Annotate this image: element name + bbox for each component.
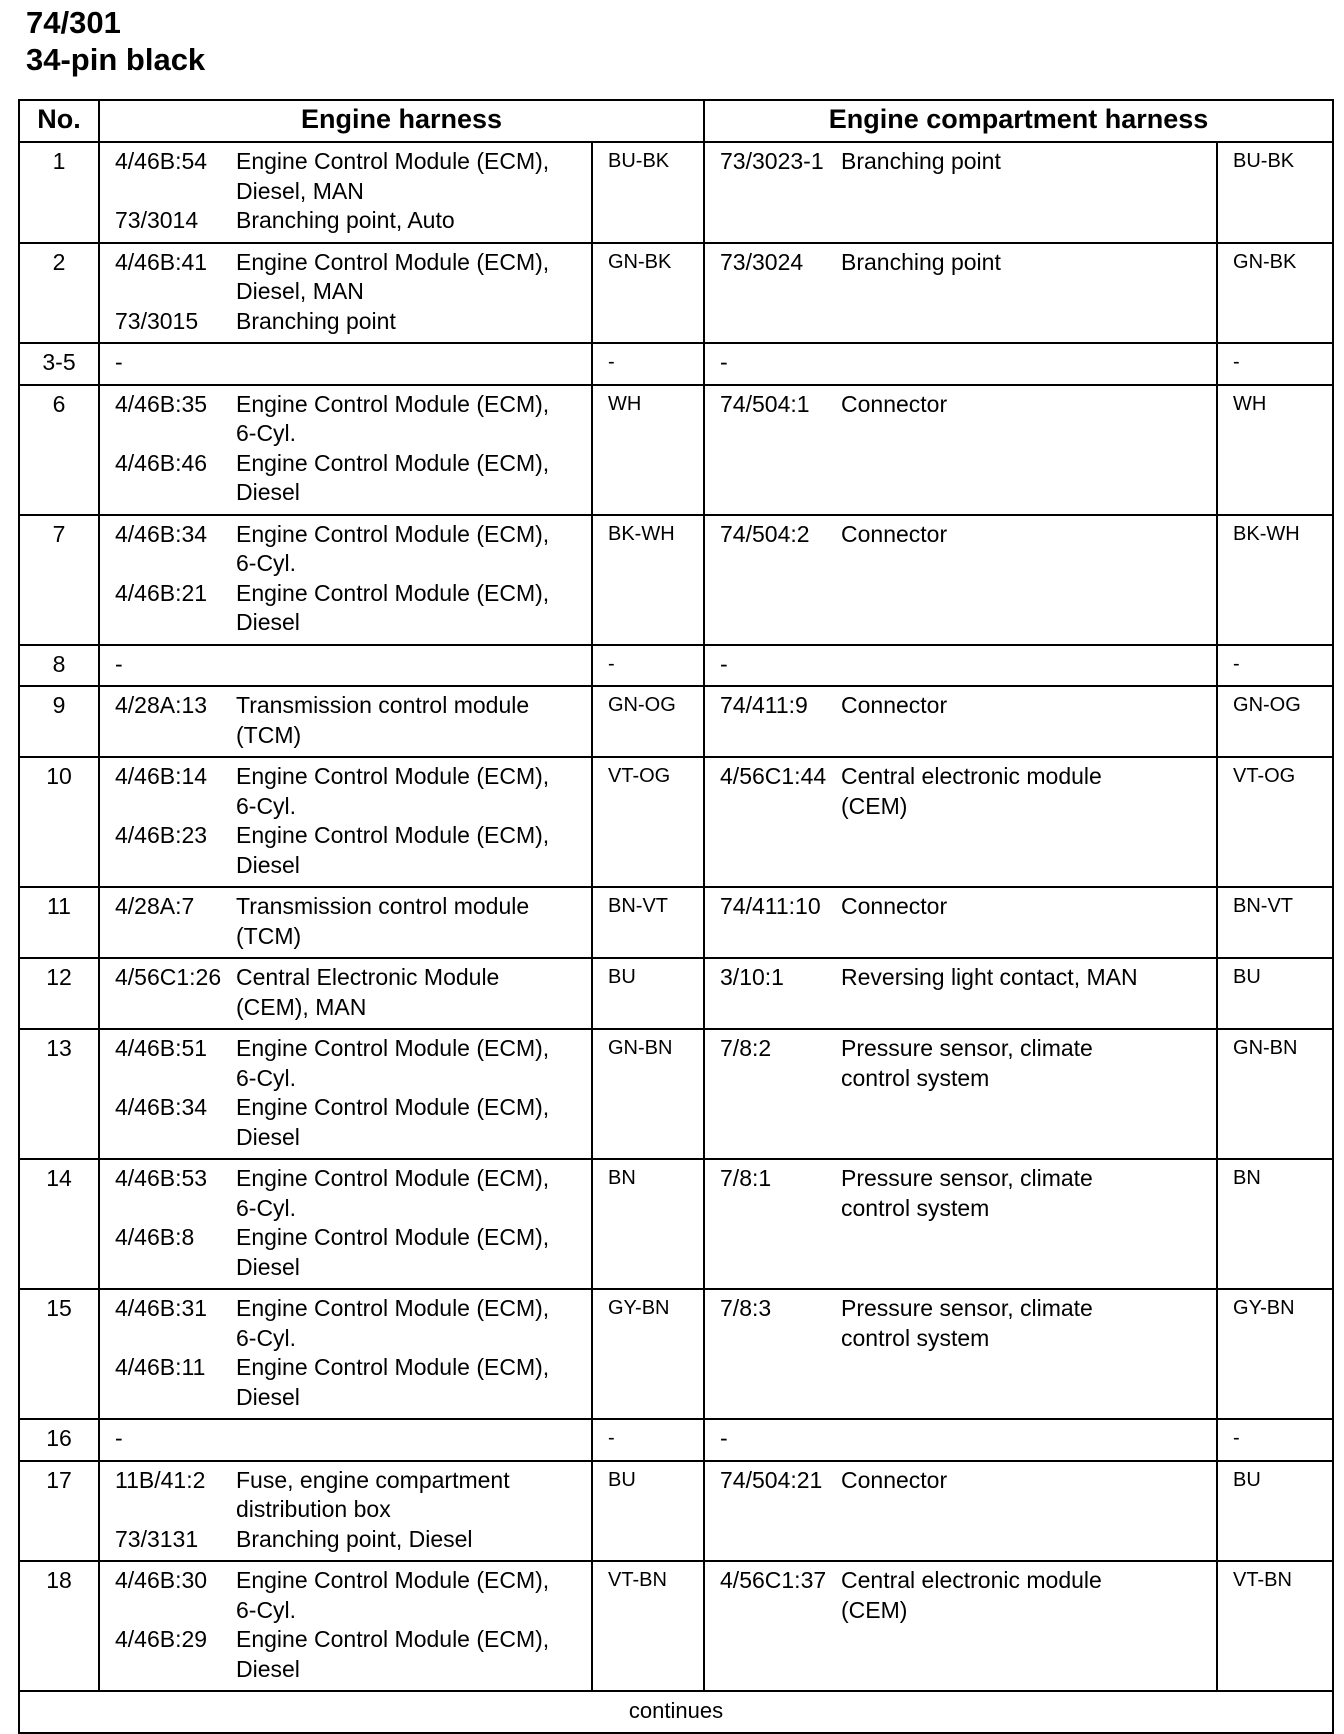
compartment-harness-descriptions xyxy=(841,385,1217,515)
component-description: 6-Cyl. xyxy=(236,420,297,446)
engine-harness-descriptions xyxy=(236,343,592,385)
component-id: 4/46B:8 xyxy=(115,1224,195,1250)
engine-harness-descriptions xyxy=(236,142,592,243)
component-description: (CEM), MAN xyxy=(236,993,367,1020)
engine-harness-descriptions xyxy=(236,1159,592,1289)
table-row xyxy=(19,385,1333,515)
engine-harness-descriptions xyxy=(236,1289,592,1419)
pin-number: 3-5 xyxy=(19,343,99,385)
engine-harness-ids xyxy=(99,515,236,645)
component-id: - xyxy=(720,650,728,677)
component-description: Diesel xyxy=(236,1383,300,1410)
table-row xyxy=(19,1159,1333,1289)
component-description: Connector xyxy=(841,1466,948,1493)
engine-harness-descriptions xyxy=(236,887,592,958)
component-id: 4/46B:21 xyxy=(115,579,208,606)
engine-harness-descriptions xyxy=(236,1419,592,1461)
pin-number: 10 xyxy=(19,757,99,887)
compartment-harness-ids xyxy=(704,515,841,645)
table-row xyxy=(19,515,1333,645)
table-row xyxy=(19,1461,1333,1562)
engine-harness-ids xyxy=(99,142,236,243)
table-row xyxy=(19,1289,1333,1419)
compartment-harness-descriptions xyxy=(841,515,1217,645)
component-description: (TCM) xyxy=(236,721,302,748)
engine-harness-wire-color: WH xyxy=(592,385,704,515)
compartment-harness-ids xyxy=(704,243,841,344)
component-description: control system xyxy=(841,1324,990,1351)
component-description: Pressure sensor, climate xyxy=(841,1165,1093,1191)
engine-harness-wire-color: GN-OG xyxy=(592,686,704,757)
component-description: 6-Cyl. xyxy=(236,792,297,819)
component-description: Diesel xyxy=(236,851,300,878)
component-id: - xyxy=(115,349,123,375)
component-description: Fuse, engine compartment xyxy=(236,1466,510,1493)
component-description: distribution box xyxy=(236,1496,391,1522)
component-description: Connector xyxy=(841,893,948,919)
component-description: Engine Control Module (ECM), xyxy=(236,390,550,417)
component-description: Engine Control Module (ECM), xyxy=(236,148,550,174)
component-description: Engine Control Module (ECM), xyxy=(236,1094,550,1120)
component-id: 4/46B:54 xyxy=(115,148,208,174)
engine-harness-descriptions xyxy=(236,1461,592,1562)
table-row xyxy=(19,343,1333,385)
engine-harness-wire-color: VT-BN xyxy=(592,1561,704,1691)
component-id: 4/46B:34 xyxy=(115,520,208,547)
component-description: control system xyxy=(841,1194,990,1221)
pin-number: 12 xyxy=(19,958,99,1029)
pin-number: 18 xyxy=(19,1561,99,1691)
engine-harness-wire-color: BN-VT xyxy=(592,887,704,958)
component-description: Pressure sensor, climate xyxy=(841,1035,1093,1061)
component-description: (TCM) xyxy=(236,922,302,949)
table-row xyxy=(19,757,1333,887)
component-description: Diesel xyxy=(236,479,300,505)
engine-harness-wire-color: BU-BK xyxy=(592,142,704,243)
compartment-harness-wire-color: BN-VT xyxy=(1217,887,1333,958)
engine-harness-ids xyxy=(99,243,236,344)
engine-harness-ids xyxy=(99,1159,236,1289)
component-description: Branching point, Auto xyxy=(236,207,455,233)
compartment-harness-ids xyxy=(704,1419,841,1461)
engine-harness-descriptions xyxy=(236,515,592,645)
component-description: Transmission control module xyxy=(236,893,530,919)
table-footer-row xyxy=(19,1691,1333,1733)
component-description: 6-Cyl. xyxy=(236,1324,297,1351)
component-id: 74/411:10 xyxy=(720,893,821,919)
component-id: - xyxy=(720,1425,728,1451)
component-id: 7/8:1 xyxy=(720,1165,772,1191)
component-id: 73/3014 xyxy=(115,207,199,233)
component-id: 4/46B:31 xyxy=(115,1295,208,1321)
component-description: Central electronic module xyxy=(841,1567,1102,1593)
column-header-engine-compartment-harness: Engine compartment harness xyxy=(704,100,1333,142)
engine-harness-wire-color: GY-BN xyxy=(592,1289,704,1419)
engine-harness-wire-color: - xyxy=(592,343,704,385)
compartment-harness-descriptions xyxy=(841,1461,1217,1562)
component-id: 74/411:9 xyxy=(720,692,808,718)
component-description: Engine Control Module (ECM), xyxy=(236,1035,550,1061)
component-id: 4/46B:34 xyxy=(115,1094,208,1120)
component-description: control system xyxy=(841,1064,990,1091)
component-description: Reversing light contact, MAN xyxy=(841,964,1138,990)
engine-harness-descriptions xyxy=(236,686,592,757)
compartment-harness-descriptions xyxy=(841,1029,1217,1159)
engine-harness-ids xyxy=(99,645,236,687)
table-row xyxy=(19,887,1333,958)
engine-harness-ids xyxy=(99,958,236,1029)
component-id: - xyxy=(115,1425,123,1451)
compartment-harness-wire-color: BU xyxy=(1217,958,1333,1029)
continues-note: continues xyxy=(19,1691,1333,1733)
component-description: Diesel xyxy=(236,1253,300,1280)
compartment-harness-ids xyxy=(704,645,841,687)
column-header-engine-harness: Engine harness xyxy=(99,100,704,142)
table-row xyxy=(19,958,1333,1029)
engine-harness-ids xyxy=(99,1419,236,1461)
compartment-harness-ids xyxy=(704,1159,841,1289)
component-description: Connector xyxy=(841,692,948,718)
compartment-harness-ids xyxy=(704,1289,841,1419)
compartment-harness-descriptions xyxy=(841,243,1217,344)
component-id: 4/28A:13 xyxy=(115,692,208,718)
pin-number: 1 xyxy=(19,142,99,243)
compartment-harness-wire-color: - xyxy=(1217,645,1333,687)
compartment-harness-wire-color: GN-OG xyxy=(1217,686,1333,757)
component-description: Connector xyxy=(841,390,948,417)
pin-number: 9 xyxy=(19,686,99,757)
component-description: Engine Control Module (ECM), xyxy=(236,1567,550,1593)
pin-number: 8 xyxy=(19,645,99,687)
compartment-harness-descriptions xyxy=(841,1419,1217,1461)
pin-number: 17 xyxy=(19,1461,99,1562)
component-description: Diesel, MAN xyxy=(236,177,364,204)
engine-harness-descriptions xyxy=(236,243,592,344)
component-description: Branching point xyxy=(841,248,1001,275)
component-id: 74/504:21 xyxy=(720,1466,823,1493)
component-description: Branching point xyxy=(841,148,1001,174)
component-id: 73/3015 xyxy=(115,307,199,334)
connector-id: 74/301 xyxy=(26,5,121,40)
engine-harness-wire-color: BN xyxy=(592,1159,704,1289)
table-row xyxy=(19,1029,1333,1159)
component-id: 4/46B:23 xyxy=(115,822,208,848)
compartment-harness-descriptions xyxy=(841,343,1217,385)
table-body xyxy=(19,142,1333,1691)
component-id: 7/8:3 xyxy=(720,1295,772,1321)
component-description: Diesel xyxy=(236,1655,300,1682)
compartment-harness-ids xyxy=(704,958,841,1029)
compartment-harness-wire-color: BN xyxy=(1217,1159,1333,1289)
component-description: Engine Control Module (ECM), xyxy=(236,520,550,547)
engine-harness-descriptions xyxy=(236,958,592,1029)
component-id: 4/46B:46 xyxy=(115,449,208,476)
engine-harness-wire-color: BU xyxy=(592,958,704,1029)
pin-number: 14 xyxy=(19,1159,99,1289)
component-id: 73/3023-1 xyxy=(720,148,824,174)
compartment-harness-descriptions xyxy=(841,686,1217,757)
connector-description: 34-pin black xyxy=(26,42,206,77)
engine-harness-ids xyxy=(99,1289,236,1419)
component-description: Engine Control Module (ECM), xyxy=(236,1295,550,1321)
component-description: Engine Control Module (ECM), xyxy=(236,579,550,606)
engine-harness-ids xyxy=(99,343,236,385)
engine-harness-descriptions xyxy=(236,645,592,687)
engine-harness-descriptions xyxy=(236,385,592,515)
pin-number: 15 xyxy=(19,1289,99,1419)
engine-harness-wire-color: - xyxy=(592,645,704,687)
compartment-harness-ids xyxy=(704,887,841,958)
compartment-harness-descriptions xyxy=(841,958,1217,1029)
component-description: Branching point xyxy=(236,307,396,334)
component-id: 74/504:1 xyxy=(720,390,810,417)
engine-harness-ids xyxy=(99,1029,236,1159)
pin-number: 2 xyxy=(19,243,99,344)
component-id: 11B/41:2 xyxy=(115,1466,206,1493)
pin-number: 11 xyxy=(19,887,99,958)
engine-harness-descriptions xyxy=(236,1029,592,1159)
component-id: 4/28A:7 xyxy=(115,893,195,919)
component-id: 74/504:2 xyxy=(720,520,810,547)
component-description: Central Electronic Module xyxy=(236,964,500,990)
compartment-harness-descriptions xyxy=(841,757,1217,887)
component-id: 73/3024 xyxy=(720,248,804,275)
component-id: 3/10:1 xyxy=(720,964,784,990)
component-id: 4/46B:29 xyxy=(115,1626,208,1652)
component-id: - xyxy=(115,650,123,677)
component-description: Pressure sensor, climate xyxy=(841,1295,1093,1321)
compartment-harness-wire-color: BU-BK xyxy=(1217,142,1333,243)
component-description: Engine Control Module (ECM), xyxy=(236,1354,550,1380)
compartment-harness-ids xyxy=(704,142,841,243)
compartment-harness-wire-color: GN-BK xyxy=(1217,243,1333,344)
compartment-harness-wire-color: GY-BN xyxy=(1217,1289,1333,1419)
compartment-harness-descriptions xyxy=(841,1289,1217,1419)
compartment-harness-descriptions xyxy=(841,142,1217,243)
engine-harness-wire-color: VT-OG xyxy=(592,757,704,887)
component-id: 4/46B:14 xyxy=(115,763,208,789)
table-row xyxy=(19,1419,1333,1461)
table-row xyxy=(19,686,1333,757)
component-id: 4/56C1:37 xyxy=(720,1567,827,1593)
component-description: Engine Control Module (ECM), xyxy=(236,449,550,476)
component-id: 4/46B:35 xyxy=(115,390,208,417)
compartment-harness-descriptions xyxy=(841,645,1217,687)
compartment-harness-wire-color: GN-BN xyxy=(1217,1029,1333,1159)
component-id: - xyxy=(720,349,728,375)
table-row xyxy=(19,142,1333,243)
compartment-harness-wire-color: BU xyxy=(1217,1461,1333,1562)
engine-harness-wire-color: - xyxy=(592,1419,704,1461)
engine-harness-wire-color: GN-BK xyxy=(592,243,704,344)
component-description: 6-Cyl. xyxy=(236,1194,297,1221)
engine-harness-ids xyxy=(99,757,236,887)
component-description: Diesel xyxy=(236,609,300,635)
engine-harness-descriptions xyxy=(236,757,592,887)
compartment-harness-descriptions xyxy=(841,887,1217,958)
component-description: (CEM) xyxy=(841,1596,908,1623)
compartment-harness-wire-color: VT-BN xyxy=(1217,1561,1333,1691)
page-title xyxy=(26,4,205,78)
component-description: Engine Control Module (ECM), xyxy=(236,1224,550,1250)
pin-number: 7 xyxy=(19,515,99,645)
component-id: 7/8:2 xyxy=(720,1035,772,1061)
table-row xyxy=(19,243,1333,344)
pin-number: 6 xyxy=(19,385,99,515)
pin-number: 13 xyxy=(19,1029,99,1159)
engine-harness-wire-color: GN-BN xyxy=(592,1029,704,1159)
component-description: Engine Control Module (ECM), xyxy=(236,763,550,789)
component-description: 6-Cyl. xyxy=(236,550,297,576)
component-id: 4/46B:41 xyxy=(115,248,208,275)
component-description: 6-Cyl. xyxy=(236,1064,297,1091)
component-id: 4/46B:51 xyxy=(115,1035,208,1061)
compartment-harness-ids xyxy=(704,1461,841,1562)
component-id: 4/56C1:26 xyxy=(115,964,222,990)
compartment-harness-wire-color: - xyxy=(1217,343,1333,385)
compartment-harness-wire-color: WH xyxy=(1217,385,1333,515)
engine-harness-ids xyxy=(99,385,236,515)
component-description: Engine Control Module (ECM), xyxy=(236,1626,550,1652)
component-description: Engine Control Module (ECM), xyxy=(236,1165,550,1191)
compartment-harness-ids xyxy=(704,1029,841,1159)
engine-harness-wire-color: BK-WH xyxy=(592,515,704,645)
table-row xyxy=(19,645,1333,687)
component-description: 6-Cyl. xyxy=(236,1596,297,1623)
column-header-no: No. xyxy=(19,100,99,142)
component-description: Diesel, MAN xyxy=(236,278,364,304)
component-id: 4/46B:30 xyxy=(115,1567,208,1593)
engine-harness-wire-color: BU xyxy=(592,1461,704,1562)
compartment-harness-descriptions xyxy=(841,1159,1217,1289)
component-id: 4/56C1:44 xyxy=(720,763,827,789)
table-header-row xyxy=(19,100,1333,142)
component-description: Central electronic module xyxy=(841,763,1102,789)
engine-harness-ids xyxy=(99,686,236,757)
component-description: Engine Control Module (ECM), xyxy=(236,822,550,848)
compartment-harness-ids xyxy=(704,757,841,887)
compartment-harness-wire-color: - xyxy=(1217,1419,1333,1461)
compartment-harness-wire-color: BK-WH xyxy=(1217,515,1333,645)
pin-number: 16 xyxy=(19,1419,99,1461)
component-description: Engine Control Module (ECM), xyxy=(236,248,550,275)
pin-assignment-table xyxy=(18,99,1334,1734)
compartment-harness-wire-color: VT-OG xyxy=(1217,757,1333,887)
component-id: 4/46B:53 xyxy=(115,1165,208,1191)
engine-harness-ids xyxy=(99,1461,236,1562)
compartment-harness-ids xyxy=(704,385,841,515)
engine-harness-ids xyxy=(99,887,236,958)
compartment-harness-ids xyxy=(704,343,841,385)
component-description: Diesel xyxy=(236,1123,300,1150)
component-id: 4/46B:11 xyxy=(115,1354,206,1380)
component-id: 73/3131 xyxy=(115,1525,199,1552)
component-description: Branching point, Diesel xyxy=(236,1525,473,1552)
compartment-harness-ids xyxy=(704,686,841,757)
component-description: Transmission control module xyxy=(236,692,530,718)
component-description: Connector xyxy=(841,520,948,547)
component-description: (CEM) xyxy=(841,792,908,819)
